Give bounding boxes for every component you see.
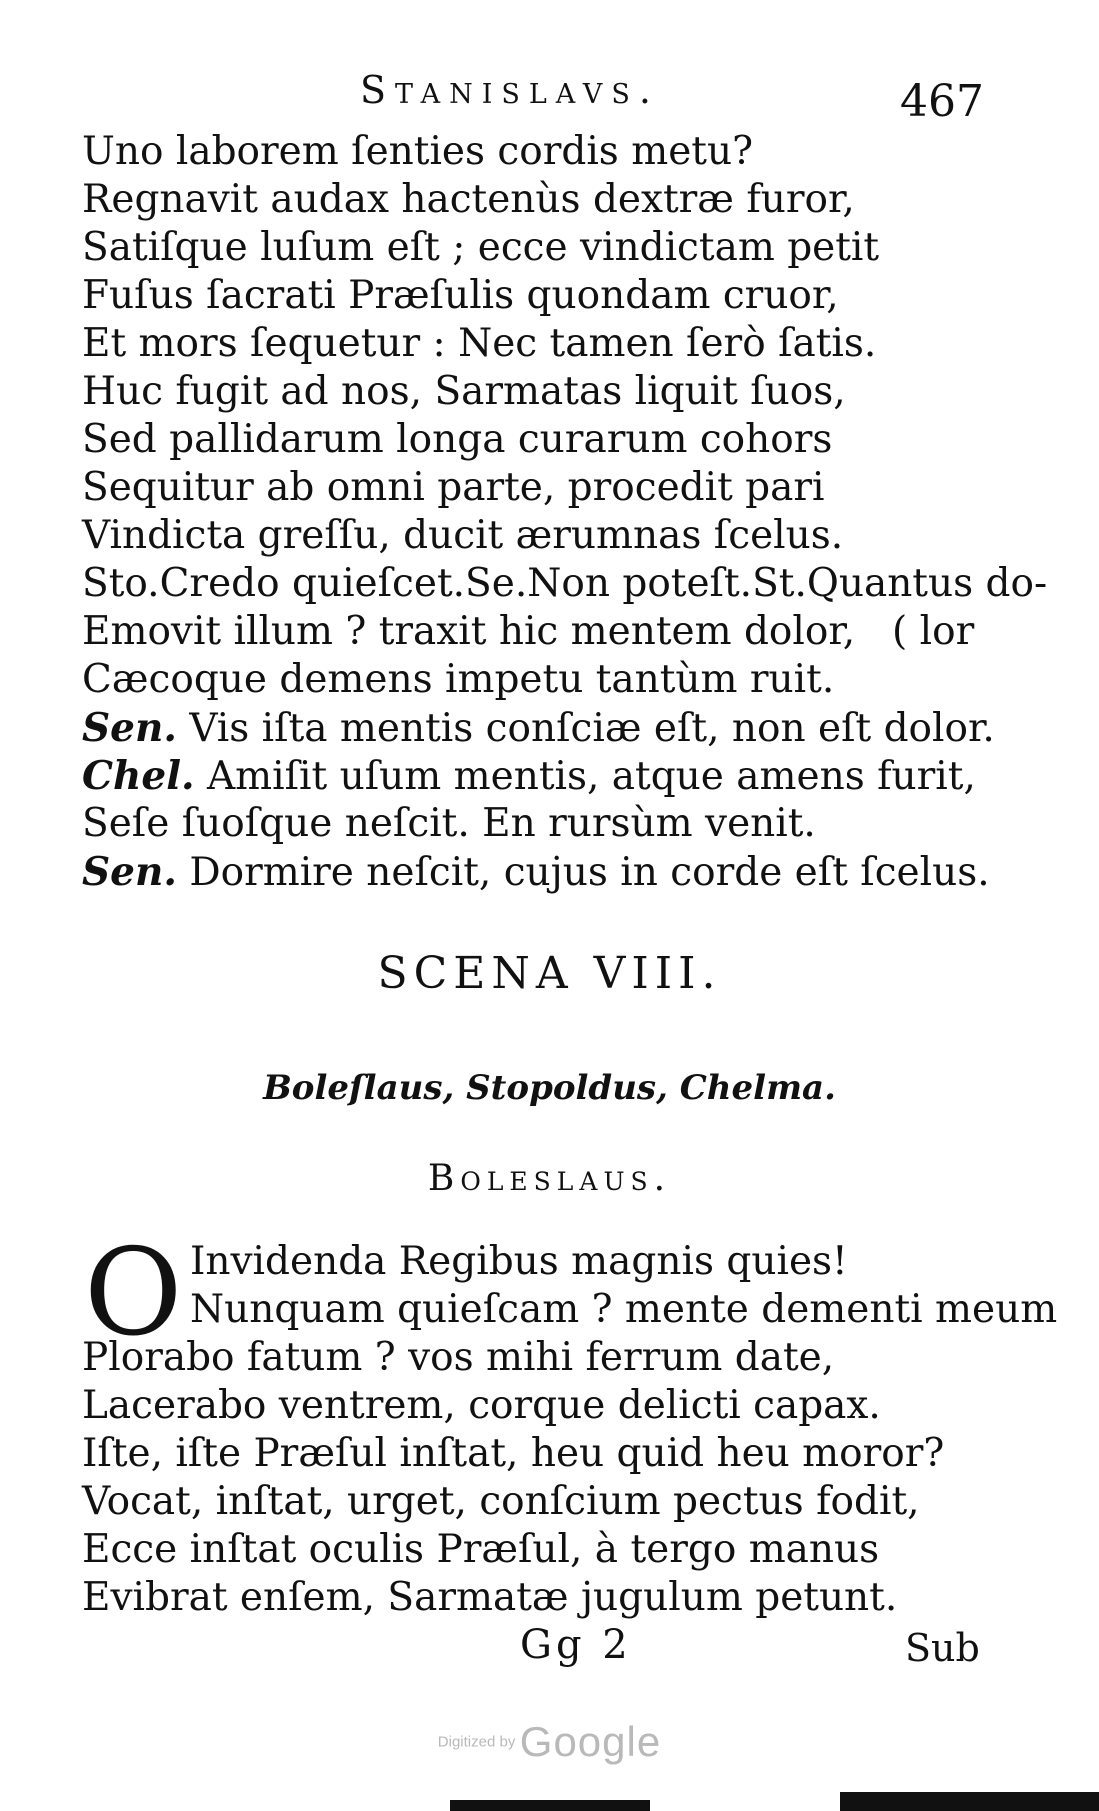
verse-line (82, 416, 1022, 464)
verse-text: Vis iſta mentis conſciæ eſt, non eſt dolor. (176, 706, 995, 751)
verse-line: Vocat, inſtat, urget, conſcium pectus fodit, (82, 1479, 920, 1524)
verse-line (82, 656, 1022, 704)
verse-line: Nunquam quieſcam ? mente dementi meum (190, 1287, 1058, 1332)
drop-cap: O (84, 1224, 183, 1363)
speaker-label: Sen. (82, 849, 177, 895)
verse-line (82, 464, 1022, 512)
verse-line (82, 560, 1048, 608)
verse-text: Sto.Credo quieſcet.Se.Non poteſt.St.Quantus do- (82, 561, 1048, 606)
verse-text: Dormire neſcit, cujus in corde eſt ſcelus. (176, 850, 990, 895)
verse-line (82, 752, 1022, 800)
line-turnover: ( lor (892, 609, 975, 654)
scene-heading: SCENA VIII. (377, 948, 722, 999)
catchword: Sub (905, 1626, 980, 1670)
verse-block-bottom (82, 1238, 1058, 1622)
verse-text: Regnavit audax hactenùs dextræ furor, (82, 177, 855, 222)
running-head (0, 62, 1099, 127)
verse-line (82, 848, 1022, 896)
verse-line: Lacerabo ventrem, corque delicti capax. (82, 1383, 881, 1428)
page-number: 467 (900, 76, 984, 127)
speaker-heading: Boleslaus. (427, 1158, 672, 1199)
verse-text: Cæcoque demens impetu tantùm ruit. (82, 657, 835, 702)
verse-line (82, 176, 1022, 224)
scan-edge-right (840, 1792, 1099, 1811)
verse-line (82, 272, 1022, 320)
verse-line: Invidenda Regibus magnis quies! (190, 1239, 848, 1284)
verse-line (82, 224, 1022, 272)
verse-line: Ecce inſtat oculis Præſul, à tergo manus (82, 1527, 880, 1572)
scan-edge-left (450, 1800, 650, 1811)
speaker-label: Sen. (82, 705, 177, 751)
verse-text: Et mors ſequetur : Nec tamen ſerò ſatis. (82, 321, 877, 366)
digitized-watermark (0, 1718, 1099, 1766)
digitized-prefix: Digitized by (437, 1733, 516, 1751)
cast-list: Boleſlaus, Stopoldus, Chelma. (263, 1068, 836, 1108)
digitized-brand: Google (519, 1718, 662, 1765)
verse-line (82, 704, 1022, 752)
verse-text: Uno laborem ſenties cordis metu? (82, 129, 753, 174)
speaker-label: Chel. (82, 753, 195, 799)
verse-text: Emovit illum ? traxit hic mentem dolor, (82, 609, 856, 654)
verse-line (82, 800, 1022, 848)
verse-text: Fuſus ſacrati Præſulis quondam cruor, (82, 273, 839, 318)
verse-text: Vindicta greſſu, ducit ærumnas ſcelus. (82, 513, 844, 558)
verse-line: Plorabo fatum ? vos mihi ferrum date, (82, 1335, 835, 1380)
verse-text: Satiſque luſum eſt ; ecce vindictam petit (82, 225, 880, 270)
verse-text: Seſe ſuoſque neſcit. En rursùm venit. (82, 801, 816, 846)
running-title: Stanislavs. (360, 68, 661, 112)
verse-line (82, 368, 1022, 416)
verse-line (82, 512, 1022, 560)
verse-text: Sed pallidarum longa curarum cohors (82, 417, 833, 462)
verse-text: Amiſit uſum mentis, atque amens furit, (194, 754, 976, 799)
verse-line: Evibrat enſem, Sarmatæ jugulum petunt. (82, 1575, 898, 1620)
signature-mark: Gg 2 (520, 1622, 632, 1668)
verse-line: Iſte, iſte Præſul inſtat, heu quid heu moror? (82, 1431, 945, 1476)
verse-block-top (82, 128, 1048, 896)
verse-line (82, 608, 1022, 656)
verse-line (82, 128, 1022, 176)
verse-line (82, 320, 1022, 368)
verse-text: Sequitur ab omni parte, procedit pari (82, 465, 825, 510)
verse-text: Huc fugit ad nos, Sarmatas liquit ſuos, (82, 369, 846, 414)
